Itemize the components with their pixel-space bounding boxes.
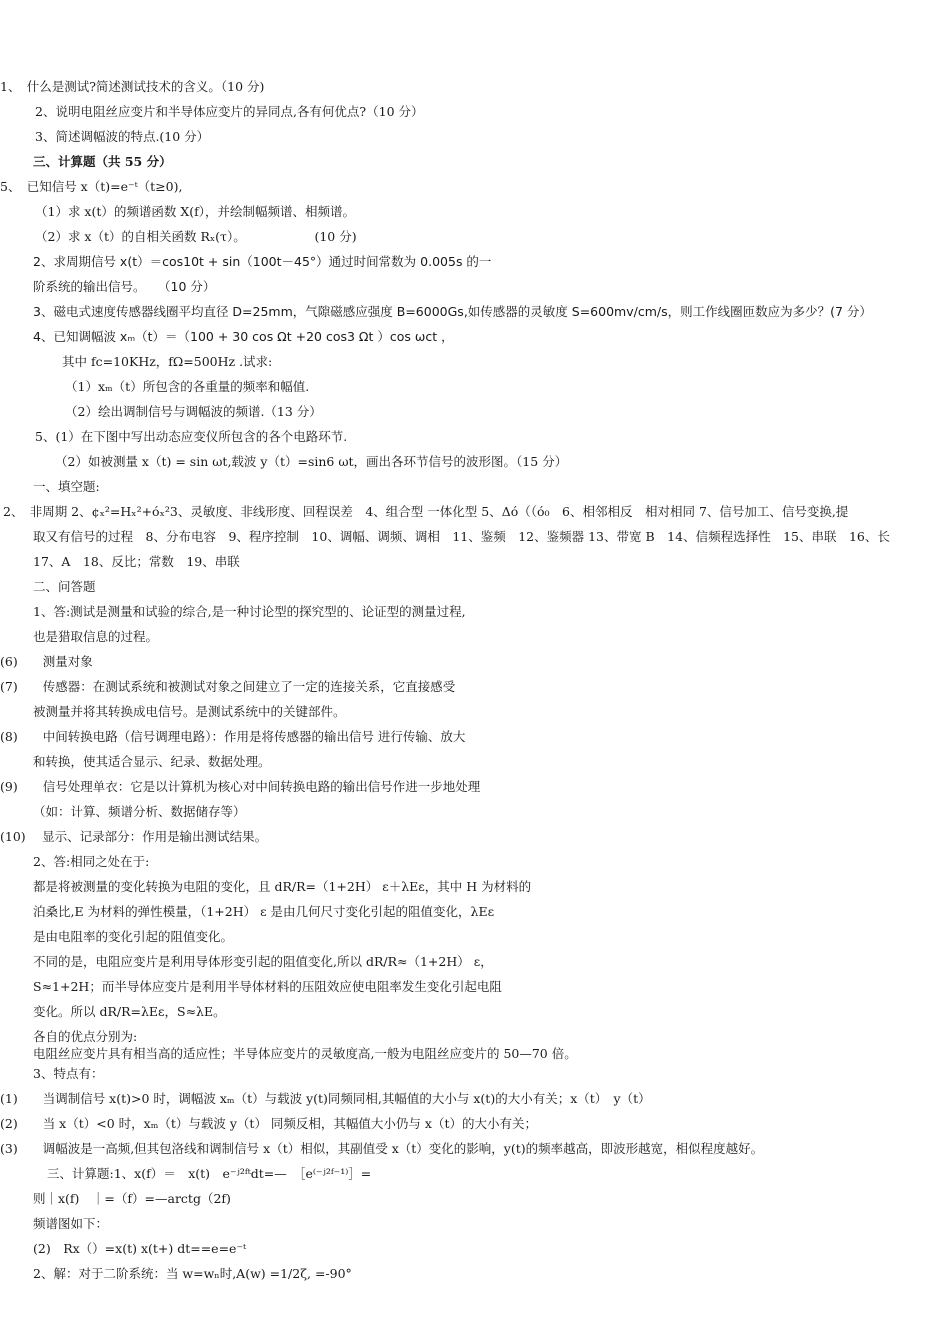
calc-question-4-given: 其中 fc=10KHz，fΩ=500Hz .试求: bbox=[62, 354, 273, 369]
question-1: 1、 什么是测试?简述测试技术的含义。（10 分) bbox=[0, 79, 265, 94]
qa-answer-1: 1、答:测试是测量和试验的综合,是一种讨论型的探究型的、论证型的测量过程, bbox=[33, 604, 466, 619]
qa-item-7: (7) 传感器：在测试系统和被测试对象之间建立了一定的连接关系，它直接感受 bbox=[0, 679, 456, 694]
question-3: 3、简述调幅波的特点.(10 分） bbox=[35, 129, 210, 144]
qa-answer-2-line-2: 都是将被测量的变化转换为电阻的变化，且 dR/R=（1+2H） ε＋λEε，其中 H 为材料的 bbox=[33, 879, 532, 894]
qa-answer-2-line-3: 泊桑比,E 为材料的弹性模量，（1+2H） ε 是由几何尺寸变化引起的阻值变化，λEε bbox=[33, 904, 495, 919]
calc-question-1-part-2: （2）求 x（t）的自相关函数 Rₓ(τ）。 (10 分) bbox=[35, 229, 357, 244]
qa-answer-2-line-5: 不同的是，电阻应变片是利用导体形变引起的阻值变化,所以 dR/R≈（1+2H） ε， bbox=[33, 954, 493, 969]
qa-answer-2-advantages: 各自的优点分别为: bbox=[33, 1029, 138, 1044]
calc-question-2-cont: 阶系统的输出信号。 （10 分） bbox=[33, 279, 216, 294]
qa-item-8: (8) 中间转换电路（信号调理电路）：作用是将传感器的输出信号 进行传输、放大 bbox=[0, 729, 466, 744]
calc-answer-1-phase: 则｜x(f) ｜=（f）=—arctg（2f) bbox=[33, 1191, 231, 1206]
qa-answer-2-line-6: S≈1+2H；而半导体应变片是利用半导体材料的压阻效应使电阻率发生变化引起电阻 bbox=[33, 979, 502, 994]
calc-question-4-part-2: （2）绘出调制信号与调幅波的频谱.（13 分） bbox=[65, 404, 322, 419]
fill-answers-line-3: 17、A 18、反比；常数 19、串联 bbox=[33, 554, 240, 569]
qa-answer-1-cont: 也是猎取信息的过程。 bbox=[33, 629, 159, 644]
qa-answer-3: 3、特点有： bbox=[33, 1066, 104, 1081]
section-heading-calc: 三、计算题（共 55 分） bbox=[33, 154, 172, 169]
qa-answer-2-line-7: 变化。所以 dR/R=λEε，S≈λE。 bbox=[33, 1004, 226, 1019]
calc-answer-2: 2、解：对于二阶系统：当 w=wₙ时,A(w) =1/2ζ, =-90° bbox=[33, 1266, 352, 1281]
calc-question-4-part-1: （1）xₘ（t）所包含的各重量的频率和幅值. bbox=[65, 379, 310, 394]
qa-item-10: (10) 显示、记录部分：作用是输出测试结果。 bbox=[0, 829, 268, 844]
qa-answer-3-item-2: (2) 当 x（t）<0 时，xₘ（t）与载波 y（t） 同频反相，其幅值大小仍与 x（t）的大小有关； bbox=[0, 1116, 537, 1131]
fill-answers-line-1: 2、 非周期 2、¢ₓ²=Hₓ²+óₓ²3、灵敏度、非线形度、回程误差 4、组合型 一体化型 5、Δó（（ó₀ 6、相邻相反 相对相同 7、信号加工、信号变换,提 bbox=[3, 504, 849, 519]
calc-answer-1-part-2: (2) Rx（）=x(t) x(t+) dt==e=e⁻ᵗ bbox=[33, 1241, 247, 1256]
qa-item-6: (6) 测量对象 bbox=[0, 654, 93, 669]
calc-question-5-part-2: （2）如被测量 x（t) = sin ωt,载波 y（t）=sin6 ωt，画出各环节信号的波形图。（15 分） bbox=[55, 454, 568, 469]
qa-answer-2-advantages-detail: 电阻丝应变片具有相当高的适应性；半导体应变片的灵敏度高,一般为电阻丝应变片的 50—70 倍。 bbox=[33, 1046, 577, 1061]
calc-answer-1: 三、计算题:1、x(f）＝ x(t) e⁻ʲ²ᶠᵗdt=— ［e⁽⁻ʲ²ᶠ⁻¹⁾］= bbox=[47, 1166, 372, 1181]
calc-question-4: 4、已知调幅波 xₘ（t）＝（100 + 30 cos Ωt +20 cos3 Ωt ）cos ωct ， bbox=[33, 329, 454, 344]
question-2: 2、说明电阻丝应变片和半导体应变片的异同点,各有何优点?（10 分） bbox=[35, 104, 424, 119]
fill-answers-line-2: 取又有信号的过程 8、分布电容 9、程序控制 10、调幅、调频、调相 11、鉴频 12、鉴频器 13、带宽 B 14、信频程选择性 15、串联 16、长 bbox=[33, 529, 890, 544]
calc-question-1: 5、 已知信号 x（t)=e⁻ᵗ（t≥0), bbox=[0, 179, 183, 194]
answer-heading-fill: 一、填空题: bbox=[33, 479, 100, 494]
calc-question-3: 3、磁电式速度传感器线圈平均直径 D=25mm，气隙磁感应强度 B=6000Gs,如传感器的灵敏度 S=600mv/cm/s，则工作线圈匝数应为多少？(7 分） bbox=[33, 304, 872, 319]
qa-item-7-cont: 被测量并将其转换成电信号。是测试系统中的关键部件。 bbox=[33, 704, 346, 719]
qa-answer-3-item-1: (1) 当调制信号 x(t)>0 时，调幅波 xₘ（t）与载波 y(t)同频同相,其幅值的大小与 x(t)的大小有关；x（t） y（t） bbox=[0, 1091, 651, 1106]
calc-question-1-part-1: （1）求 x(t）的频谱函数 X(f），并绘制幅频谱、相频谱。 bbox=[35, 204, 356, 219]
calc-question-2: 2、求周期信号 x(t）＝cos10t + sin（100t－45°）通过时间常数为 0.005s 的一 bbox=[33, 254, 492, 269]
qa-item-9: (9) 信号处理单衣：它是以计算机为核心对中间转换电路的输出信号作进一步地处理 bbox=[0, 779, 481, 794]
qa-item-9-cont: （如：计算、频谱分析、数据储存等） bbox=[33, 804, 246, 819]
qa-answer-2-line-4: 是由电阻率的变化引起的阻值变化。 bbox=[33, 929, 234, 944]
qa-answer-3-item-3: (3) 调幅波是一高频,但其包洛线和调制信号 x（t）相似，其副值受 x（t）变化的影响，y(t)的频率越高，即波形越宽，相似程度越好。 bbox=[0, 1141, 764, 1156]
calc-question-5: 5、(1）在下图中写出动态应变仪所包含的各个电路环节. bbox=[35, 429, 348, 444]
answer-heading-qa: 二、问答题 bbox=[33, 579, 96, 594]
qa-item-8-cont: 和转换，使其适合显示、纪录、数据处理。 bbox=[33, 754, 271, 769]
qa-answer-2: 2、答:相同之处在于: bbox=[33, 854, 150, 869]
calc-answer-1-spectrum: 频谱图如下： bbox=[33, 1216, 109, 1231]
